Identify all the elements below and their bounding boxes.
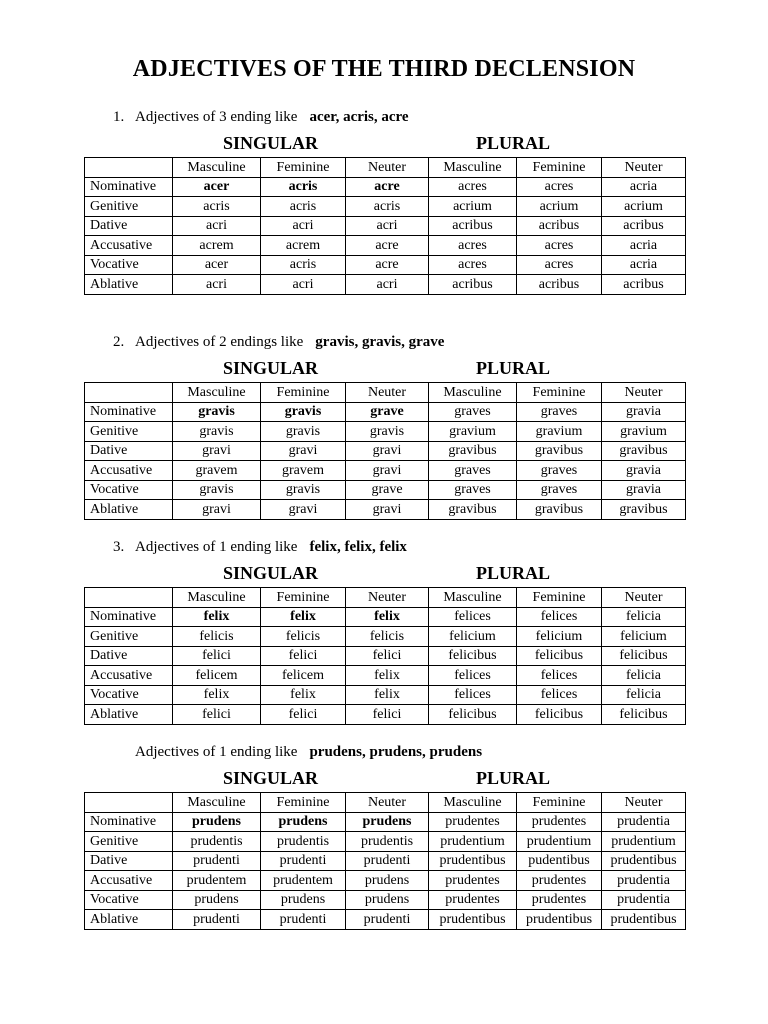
- form-cell: felicibus: [602, 705, 686, 725]
- form-cell: felicium: [517, 627, 602, 647]
- case-label: Dative: [85, 216, 173, 236]
- form-cell: prudentem: [261, 871, 346, 891]
- form-cell: felices: [429, 607, 517, 627]
- form-cell: gravia: [602, 402, 686, 422]
- form-cell: prudens: [173, 890, 261, 910]
- form-cell: felicibus: [517, 646, 602, 666]
- case-label: Nominative: [85, 402, 173, 422]
- table-row: [85, 255, 686, 275]
- form-cell: prudens: [261, 812, 346, 832]
- case-label: Nominative: [85, 607, 173, 627]
- column-header: Feminine: [261, 158, 346, 178]
- form-cell: acres: [429, 177, 517, 197]
- form-cell: felices: [429, 685, 517, 705]
- form-cell: acria: [602, 236, 686, 256]
- table-row: [85, 666, 686, 686]
- form-cell: acres: [517, 255, 602, 275]
- form-cell: acer: [173, 255, 261, 275]
- form-cell: prudenti: [173, 910, 261, 930]
- table-row: [85, 461, 686, 481]
- case-label: Accusative: [85, 666, 173, 686]
- form-cell: felix: [346, 685, 429, 705]
- table-row: [85, 236, 686, 256]
- plural-label: PLURAL: [476, 358, 551, 378]
- form-cell: gravi: [173, 500, 261, 520]
- form-cell: gravis: [261, 480, 346, 500]
- column-header: Masculine: [429, 158, 517, 178]
- case-label: Ablative: [85, 500, 173, 520]
- case-label: Accusative: [85, 871, 173, 891]
- page-title: ADJECTIVES OF THE THIRD DECLENSION: [132, 56, 636, 82]
- column-header: Neuter: [346, 383, 429, 403]
- table-header-row: [85, 793, 686, 813]
- form-cell: prudenti: [261, 851, 346, 871]
- table-row: [85, 910, 686, 930]
- form-cell: felix: [173, 607, 261, 627]
- column-header: Masculine: [429, 793, 517, 813]
- singular-label: SINGULAR: [223, 563, 319, 583]
- form-cell: prudenti: [261, 910, 346, 930]
- table-row: [85, 646, 686, 666]
- form-cell: felicem: [173, 666, 261, 686]
- form-cell: acris: [261, 177, 346, 197]
- form-cell: prudentia: [602, 812, 686, 832]
- table-row: [85, 480, 686, 500]
- form-cell: graves: [517, 480, 602, 500]
- form-cell: gravia: [602, 480, 686, 500]
- form-cell: prudens: [346, 890, 429, 910]
- column-header: Neuter: [602, 158, 686, 178]
- form-cell: gravi: [346, 441, 429, 461]
- form-cell: acres: [517, 177, 602, 197]
- table-row: [85, 871, 686, 891]
- column-header: Masculine: [173, 793, 261, 813]
- form-cell: prudenti: [173, 851, 261, 871]
- form-cell: acribus: [429, 216, 517, 236]
- column-header: Feminine: [517, 383, 602, 403]
- form-cell: felicibus: [517, 705, 602, 725]
- form-cell: gravium: [429, 422, 517, 442]
- form-cell: gravem: [173, 461, 261, 481]
- form-cell: acrem: [173, 236, 261, 256]
- form-cell: felici: [261, 646, 346, 666]
- form-cell: felices: [517, 685, 602, 705]
- singular-label: SINGULAR: [223, 133, 319, 153]
- form-cell: felix: [346, 666, 429, 686]
- form-cell: graves: [517, 402, 602, 422]
- section-heading: [113, 109, 409, 126]
- table-header-row: [85, 588, 686, 608]
- corner-cell: [85, 588, 173, 608]
- form-cell: felicibus: [602, 646, 686, 666]
- form-cell: prudentibus: [429, 910, 517, 930]
- form-cell: acri: [346, 275, 429, 295]
- column-header: Neuter: [346, 158, 429, 178]
- form-cell: acres: [429, 236, 517, 256]
- table-header-row: [85, 158, 686, 178]
- form-cell: acrem: [261, 236, 346, 256]
- form-cell: acria: [602, 177, 686, 197]
- form-cell: felicis: [346, 627, 429, 647]
- table-row: [85, 441, 686, 461]
- section-heading: [113, 539, 407, 556]
- case-label: Genitive: [85, 627, 173, 647]
- form-cell: gravem: [261, 461, 346, 481]
- column-header: Feminine: [517, 793, 602, 813]
- table-row: [85, 627, 686, 647]
- form-cell: prudentes: [517, 890, 602, 910]
- form-cell: acri: [261, 216, 346, 236]
- form-cell: acribus: [429, 275, 517, 295]
- form-cell: felici: [346, 646, 429, 666]
- table-row: [85, 197, 686, 217]
- section-example: felix, felix, felix: [309, 539, 407, 555]
- section-description: Adjectives of 3 ending like: [135, 109, 298, 125]
- form-cell: acribus: [517, 275, 602, 295]
- form-cell: gravium: [602, 422, 686, 442]
- form-cell: gravibus: [602, 500, 686, 520]
- section-example: acer, acris, acre: [309, 109, 409, 125]
- form-cell: felix: [261, 607, 346, 627]
- declension-table: [84, 157, 686, 295]
- case-label: Accusative: [85, 236, 173, 256]
- form-cell: acres: [517, 236, 602, 256]
- case-label: Nominative: [85, 812, 173, 832]
- form-cell: felicibus: [429, 705, 517, 725]
- form-cell: prudentes: [517, 871, 602, 891]
- form-cell: gravis: [346, 422, 429, 442]
- form-cell: felicem: [261, 666, 346, 686]
- corner-cell: [85, 383, 173, 403]
- form-cell: gravi: [261, 500, 346, 520]
- form-cell: acer: [173, 177, 261, 197]
- form-cell: acre: [346, 177, 429, 197]
- form-cell: acre: [346, 255, 429, 275]
- form-cell: acri: [346, 216, 429, 236]
- form-cell: gravis: [173, 402, 261, 422]
- form-cell: grave: [346, 402, 429, 422]
- section-number: 2.: [113, 334, 125, 350]
- singular-label: SINGULAR: [223, 768, 319, 788]
- table-row: [85, 422, 686, 442]
- case-label: Genitive: [85, 197, 173, 217]
- form-cell: felicia: [602, 666, 686, 686]
- section-number: 3.: [113, 539, 125, 555]
- form-cell: felici: [261, 705, 346, 725]
- form-cell: prudentibus: [517, 910, 602, 930]
- case-label: Vocative: [85, 685, 173, 705]
- form-cell: felices: [517, 666, 602, 686]
- form-cell: prudens: [346, 871, 429, 891]
- column-header: Neuter: [346, 793, 429, 813]
- form-cell: prudentes: [517, 812, 602, 832]
- section-description: Adjectives of 1 ending like: [135, 744, 298, 760]
- form-cell: prudens: [173, 812, 261, 832]
- form-cell: prudenti: [346, 910, 429, 930]
- form-cell: felix: [346, 607, 429, 627]
- form-cell: prudentium: [429, 832, 517, 852]
- column-header: Feminine: [517, 158, 602, 178]
- column-header: Neuter: [602, 793, 686, 813]
- form-cell: felici: [173, 646, 261, 666]
- table-row: [85, 216, 686, 236]
- form-cell: prudentia: [602, 890, 686, 910]
- form-cell: felicis: [173, 627, 261, 647]
- case-label: Vocative: [85, 255, 173, 275]
- plural-label: PLURAL: [476, 563, 551, 583]
- form-cell: prudentis: [261, 832, 346, 852]
- form-cell: prudentium: [517, 832, 602, 852]
- form-cell: gravium: [517, 422, 602, 442]
- table-header-row: [85, 383, 686, 403]
- table-row: [85, 685, 686, 705]
- form-cell: gravibus: [517, 441, 602, 461]
- form-cell: acrium: [602, 197, 686, 217]
- form-cell: gravibus: [429, 441, 517, 461]
- table-row: [85, 177, 686, 197]
- form-cell: prudens: [346, 812, 429, 832]
- column-header: Feminine: [517, 588, 602, 608]
- section-number: 1.: [113, 109, 125, 125]
- case-label: Dative: [85, 851, 173, 871]
- column-header: Neuter: [346, 588, 429, 608]
- form-cell: felicia: [602, 685, 686, 705]
- case-label: Nominative: [85, 177, 173, 197]
- form-cell: gravis: [173, 480, 261, 500]
- form-cell: prudentem: [173, 871, 261, 891]
- column-header: Neuter: [602, 588, 686, 608]
- column-header: Feminine: [261, 383, 346, 403]
- declension-table: [84, 382, 686, 520]
- form-cell: acris: [261, 197, 346, 217]
- form-cell: gravis: [261, 422, 346, 442]
- case-label: Vocative: [85, 890, 173, 910]
- form-cell: acribus: [602, 216, 686, 236]
- section-example: gravis, gravis, grave: [315, 334, 445, 350]
- form-cell: prudenti: [346, 851, 429, 871]
- form-cell: prudentium: [602, 832, 686, 852]
- form-cell: acri: [261, 275, 346, 295]
- form-cell: felicis: [261, 627, 346, 647]
- form-cell: prudentis: [173, 832, 261, 852]
- form-cell: felices: [517, 607, 602, 627]
- form-cell: acre: [346, 236, 429, 256]
- form-cell: graves: [517, 461, 602, 481]
- form-cell: acris: [346, 197, 429, 217]
- case-label: Ablative: [85, 705, 173, 725]
- form-cell: acris: [173, 197, 261, 217]
- form-cell: prudentia: [602, 871, 686, 891]
- case-label: Accusative: [85, 461, 173, 481]
- form-cell: felix: [173, 685, 261, 705]
- table-row: [85, 402, 686, 422]
- table-row: [85, 705, 686, 725]
- plural-label: PLURAL: [476, 768, 551, 788]
- form-cell: prudentibus: [602, 851, 686, 871]
- case-label: Dative: [85, 646, 173, 666]
- form-cell: prudentes: [429, 812, 517, 832]
- corner-cell: [85, 158, 173, 178]
- singular-label: SINGULAR: [223, 358, 319, 378]
- form-cell: gravi: [346, 461, 429, 481]
- form-cell: acribus: [602, 275, 686, 295]
- form-cell: felicium: [429, 627, 517, 647]
- form-cell: acrium: [517, 197, 602, 217]
- form-cell: felici: [346, 705, 429, 725]
- table-row: [85, 812, 686, 832]
- form-cell: felicium: [602, 627, 686, 647]
- table-row: [85, 275, 686, 295]
- form-cell: prudentis: [346, 832, 429, 852]
- form-cell: gravi: [173, 441, 261, 461]
- form-cell: acri: [173, 216, 261, 236]
- case-label: Ablative: [85, 275, 173, 295]
- form-cell: prudentes: [429, 890, 517, 910]
- form-cell: graves: [429, 480, 517, 500]
- form-cell: acribus: [517, 216, 602, 236]
- section-heading: [135, 744, 482, 761]
- form-cell: acres: [429, 255, 517, 275]
- column-header: Masculine: [173, 588, 261, 608]
- column-header: Feminine: [261, 793, 346, 813]
- form-cell: grave: [346, 480, 429, 500]
- form-cell: felicibus: [429, 646, 517, 666]
- form-cell: gravi: [346, 500, 429, 520]
- form-cell: acria: [602, 255, 686, 275]
- column-header: Feminine: [261, 588, 346, 608]
- column-header: Masculine: [173, 158, 261, 178]
- form-cell: prudentibus: [429, 851, 517, 871]
- section-description: Adjectives of 1 ending like: [135, 539, 298, 555]
- declension-table: [84, 792, 686, 930]
- table-row: [85, 890, 686, 910]
- form-cell: acri: [173, 275, 261, 295]
- declension-table: [84, 587, 686, 725]
- table-row: [85, 832, 686, 852]
- form-cell: pudentibus: [517, 851, 602, 871]
- form-cell: gravis: [261, 402, 346, 422]
- form-cell: felici: [173, 705, 261, 725]
- form-cell: acrium: [429, 197, 517, 217]
- form-cell: prudentes: [429, 871, 517, 891]
- column-header: Neuter: [602, 383, 686, 403]
- form-cell: gravibus: [429, 500, 517, 520]
- form-cell: gravibus: [602, 441, 686, 461]
- section-example: prudens, prudens, prudens: [309, 744, 483, 760]
- case-label: Genitive: [85, 832, 173, 852]
- column-header: Masculine: [429, 588, 517, 608]
- case-label: Ablative: [85, 910, 173, 930]
- form-cell: gravibus: [517, 500, 602, 520]
- section-description: Adjectives of 2 endings like: [135, 334, 304, 350]
- form-cell: felices: [429, 666, 517, 686]
- form-cell: graves: [429, 402, 517, 422]
- table-row: [85, 500, 686, 520]
- column-header: Masculine: [429, 383, 517, 403]
- form-cell: gravis: [173, 422, 261, 442]
- case-label: Vocative: [85, 480, 173, 500]
- table-row: [85, 607, 686, 627]
- plural-label: PLURAL: [476, 133, 551, 153]
- form-cell: acris: [261, 255, 346, 275]
- case-label: Dative: [85, 441, 173, 461]
- column-header: Masculine: [173, 383, 261, 403]
- form-cell: felix: [261, 685, 346, 705]
- case-label: Genitive: [85, 422, 173, 442]
- form-cell: graves: [429, 461, 517, 481]
- form-cell: gravia: [602, 461, 686, 481]
- form-cell: prudens: [261, 890, 346, 910]
- form-cell: gravi: [261, 441, 346, 461]
- table-row: [85, 851, 686, 871]
- section-heading: [113, 334, 444, 351]
- corner-cell: [85, 793, 173, 813]
- form-cell: prudentibus: [602, 910, 686, 930]
- form-cell: felicia: [602, 607, 686, 627]
